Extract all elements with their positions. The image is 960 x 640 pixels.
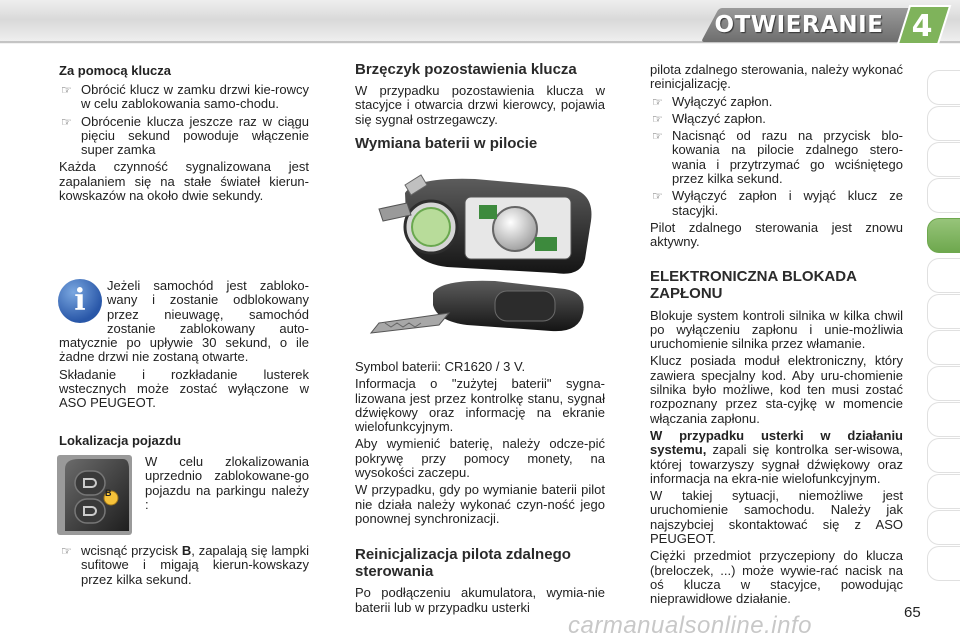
bullet-item: ☞ Włączyć zapłon. bbox=[652, 110, 766, 126]
battery-symbol-paragraph: Symbol baterii: CR1620 / 3 V. bbox=[355, 359, 526, 374]
heading-battery-replacement: Wymiana baterii w pilocie bbox=[355, 134, 538, 152]
column-1 bbox=[59, 63, 309, 203]
info-note bbox=[59, 279, 309, 411]
buzzer-paragraph: W przypadku pozostawienia klucza w stacyjce i otwarcia drzwi kierowcy, pojawia się sygnał ostrzegawczy. bbox=[355, 83, 605, 127]
locate-bullet: ☞ wcisnąć przycisk B, zapalają się lampki sufitowe i migają kierun-kowskazy przez kilka sekund. bbox=[61, 543, 309, 587]
pointing-hand-icon: ☞ bbox=[61, 114, 72, 129]
bullet-item: ☞ Wyłączyć zapłon. bbox=[652, 93, 773, 109]
chapter-tab-8[interactable] bbox=[927, 330, 960, 365]
reinit-continued-paragraph: pilota zdalnego sterowania, należy wykonać reinicjalizację. bbox=[650, 62, 903, 92]
heading-remote-reinit: Reinicjalizacja pilota zdalnego sterowania bbox=[355, 546, 571, 581]
watermark: carmanualsonline.info bbox=[568, 612, 812, 639]
resync-paragraph: W przypadku, gdy po wymianie baterii pilot nie działa należy wykonać czyn-ność jego ponownej synchronizacji. bbox=[355, 482, 605, 526]
column-3 bbox=[650, 63, 903, 607]
fault-paragraph: W przypadku usterki w działaniu systemu, zapali się kontrolka ser-wisowa, której towarzyszy sygnał dźwiękowy oraz informacja na ekra-nie wielofunkcyjnym. bbox=[650, 427, 903, 486]
pointing-hand-icon: ☞ bbox=[61, 544, 72, 558]
bullet-item: ☞ Nacisnąć od razu na przycisk blo-kowania na pilocie zdalnego stero-wania i przytrzymać go wciśniętego przez kilka sekund. bbox=[652, 128, 903, 187]
pointing-hand-icon: ☞ bbox=[652, 111, 663, 126]
chapter-number: 4 bbox=[911, 9, 933, 44]
chapter-tab-active[interactable] bbox=[927, 218, 960, 253]
remote-battery-illustration bbox=[355, 173, 607, 345]
replace-battery-paragraph: Aby wymienić baterię, należy odcze-pić pokrywę przy pomocy monety, na wysokości zaczepu. bbox=[355, 436, 605, 481]
chapter-tab-3[interactable] bbox=[927, 142, 960, 177]
reinit-paragraph: Po podłączeniu akumulatora, wymia-nie baterii lub w przypadku usterki bbox=[355, 585, 605, 615]
immobiliser-paragraph: Blokuje system kontroli silnika w kilka chwil po wyłączeniu zapłonu i unie-możliwia uruchomienie silnika przez włamanie. bbox=[650, 307, 903, 352]
fob-button-b-label: B bbox=[105, 488, 112, 498]
pointing-hand-icon: ☞ bbox=[652, 94, 663, 109]
page-title: OTWIERANIE bbox=[714, 12, 884, 38]
chapter-tab-13[interactable] bbox=[927, 510, 960, 545]
pointing-hand-icon: ☞ bbox=[652, 129, 663, 144]
no-start-paragraph: W takiej sytuacji, niemożliwe jest uruchomienie samochodu. Należy jak najszybciej skontaktować się z ASO PEUGEOT. bbox=[650, 488, 903, 547]
chapter-tab-4[interactable] bbox=[927, 178, 960, 213]
chapter-tab-14[interactable] bbox=[927, 546, 960, 581]
pointing-hand-icon: ☞ bbox=[61, 83, 72, 97]
heading-with-key: Za pomocą klucza bbox=[59, 63, 171, 78]
signal-paragraph: Każda czynność sygnalizowana jest zapalaniem się na stałe świateł kierun-kowskazów na około dwie sekundy. bbox=[59, 159, 309, 204]
chapter-tab-7[interactable] bbox=[927, 294, 960, 329]
mirrors-paragraph: Składanie i rozkładanie lusterek wstecznych może zostać wyłączone w ASO PEUGEOT. bbox=[59, 366, 309, 411]
heading-locate-vehicle: Lokalizacja pojazdu bbox=[59, 433, 182, 448]
page-number: 65 bbox=[904, 604, 921, 621]
key-fob-illustration bbox=[57, 455, 132, 535]
bullet-item: ☞ Obrócenie klucza jeszcze raz w ciągu pięciu sekund powoduje włączenie super zamka bbox=[61, 113, 309, 158]
used-battery-paragraph: Informacja o "zużytej baterii" sygna-lizowana jest przez kontrolkę stanu, sygnał dźwiękowy oraz informację na ekranie wielofunkcyjnym. bbox=[355, 376, 605, 435]
pointing-hand-icon: ☞ bbox=[652, 189, 663, 204]
heading-key-buzzer: Brzęczyk pozostawienia klucza bbox=[355, 61, 577, 78]
chapter-tab-11[interactable] bbox=[927, 438, 960, 473]
chapter-tab-1[interactable] bbox=[927, 70, 960, 105]
column-2-top bbox=[355, 61, 605, 152]
heavy-object-paragraph: Ciężki przedmiot przyczepiony do klucza (breloczek, ...) może wywie-rać nacisk na oś klucza w stacyjce, powodując nieprawidłowe działanie. bbox=[650, 548, 903, 607]
heading-immobiliser: ELEKTRONICZNA BLOKADA ZAPŁONU bbox=[650, 267, 857, 302]
chapter-tab-10[interactable] bbox=[927, 402, 960, 437]
info-text: Jeżeli samochód jest zabloko-wany i zostanie odblokowany przez nieuwagę, samochód zostanie zablokowany auto-matycznie po upływie 30 sekund, o ile żadne drzwi nie zostaną otwarte. bbox=[59, 278, 309, 365]
chapter-tab-9[interactable] bbox=[927, 366, 960, 401]
key-module-paragraph: Klucz posiada moduł elektroniczny, który zawiera specjalny kod. Aby uru-chomienie silnika było możliwe, kod ten musi zostać rozpoznany przez sta-cyjkę w momencie włączania zapłonu. bbox=[650, 353, 903, 426]
remote-active-paragraph: Pilot zdalnego sterowania jest znowu aktywny. bbox=[650, 219, 903, 250]
bullet-item: ☞ Wyłączyć zapłon i wyjąć klucz ze stacyjki. bbox=[652, 188, 903, 218]
chapter-tab-2[interactable] bbox=[927, 106, 960, 141]
column-2-bottom bbox=[355, 360, 605, 615]
chapter-tab-6[interactable] bbox=[927, 258, 960, 293]
bullet-item: ☞ Obrócić klucz w zamku drzwi kie-rowcy w celu zablokowania samo-chodu. bbox=[61, 82, 309, 112]
info-icon: i bbox=[58, 279, 102, 323]
locate-paragraph: W celu zlokalizowania uprzednio zablokowane-go pojazdu na parkingu należy : bbox=[145, 454, 309, 512]
chapter-tab-12[interactable] bbox=[927, 474, 960, 509]
